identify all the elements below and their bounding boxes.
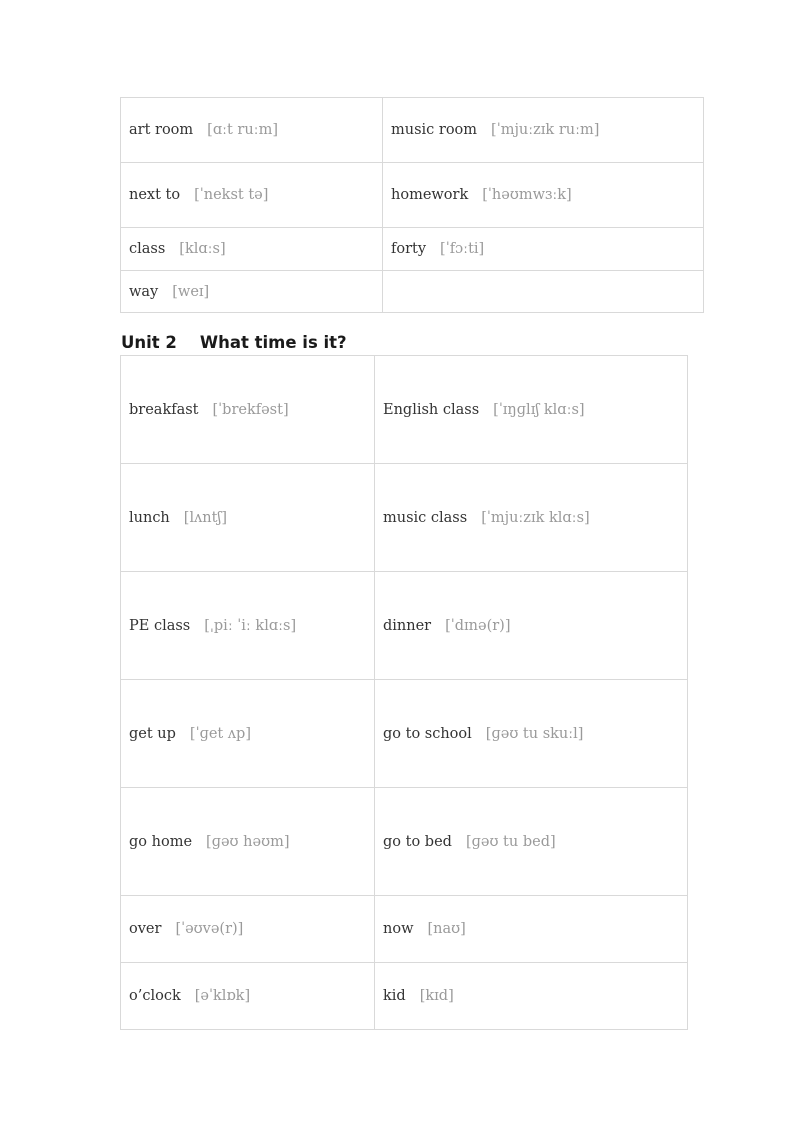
- vocab-word: get up: [129, 725, 176, 742]
- vocab-phonetic: [ɡəʊ tu bed]: [465, 833, 556, 850]
- vocab-phonetic: [weɪ]: [172, 283, 210, 300]
- vocab-phonetic: [ˈɪŋɡlɪʃ klɑːs]: [493, 401, 585, 418]
- table-row: [121, 464, 688, 572]
- vocab-word: English class: [383, 401, 480, 418]
- vocab-cell: [121, 680, 375, 788]
- vocab-phonetic: [ˈhəʊmwɜːk]: [482, 187, 572, 203]
- vocab-phonetic: [əˈklɒk]: [194, 988, 251, 1004]
- vocab-cell: [375, 572, 688, 680]
- vocab-phonetic: [ɑːt ruːm]: [207, 122, 278, 138]
- vocab-word: breakfast: [129, 401, 199, 418]
- table-row: [121, 963, 688, 1030]
- vocab-word: music room: [391, 122, 478, 138]
- vocabulary-table-unit1: [120, 97, 704, 313]
- vocab-word: now: [383, 921, 414, 937]
- empty-cell: [383, 271, 704, 313]
- vocab-phonetic: [ɡəʊ həʊm]: [206, 833, 290, 850]
- vocab-word: music class: [383, 509, 468, 526]
- vocab-phonetic: [ˈmjuːzɪk ruːm]: [491, 122, 600, 138]
- table-row: [121, 271, 704, 313]
- vocab-cell: [375, 464, 688, 572]
- table-row: [121, 788, 688, 896]
- vocab-word: art room: [129, 122, 194, 138]
- vocab-phonetic: [kɪd]: [419, 988, 454, 1004]
- vocab-word: class: [129, 241, 166, 257]
- vocab-word: lunch: [129, 509, 170, 526]
- vocab-cell: [121, 572, 375, 680]
- vocab-word: PE class: [129, 617, 191, 634]
- vocab-phonetic: [ɡəʊ tu skuːl]: [485, 725, 584, 742]
- unit-label: Unit 2: [121, 333, 177, 352]
- vocab-phonetic: [lʌntʃ]: [183, 509, 228, 526]
- vocab-cell: [121, 98, 383, 163]
- vocab-phonetic: [ˈbrekfəst]: [212, 401, 289, 418]
- vocab-cell: [383, 98, 704, 163]
- table-row: [121, 98, 704, 163]
- vocab-phonetic: [ˈfɔːti]: [440, 241, 485, 257]
- table-row: [121, 228, 704, 271]
- vocab-word: o’clock: [129, 988, 181, 1004]
- vocab-cell: [121, 163, 383, 228]
- vocab-phonetic: [ˈdɪnə(r)]: [445, 617, 511, 634]
- vocab-cell: [121, 963, 375, 1030]
- vocab-word: go home: [129, 833, 193, 850]
- vocab-word: dinner: [383, 617, 432, 634]
- vocab-word: go to school: [383, 725, 472, 742]
- vocab-cell: [375, 788, 688, 896]
- vocab-word: way: [129, 283, 159, 300]
- vocab-word: kid: [383, 988, 406, 1004]
- vocab-phonetic: [naʊ]: [427, 921, 466, 937]
- vocab-cell: [121, 788, 375, 896]
- vocab-phonetic: [ˈəʊvə(r)]: [175, 921, 244, 937]
- vocab-phonetic: [ˈɡet ʌp]: [189, 725, 251, 742]
- vocab-word: homework: [391, 187, 469, 203]
- vocabulary-table-unit2: [120, 355, 688, 1030]
- vocab-cell: [375, 963, 688, 1030]
- vocab-phonetic: [klɑːs]: [179, 241, 226, 257]
- table-row: [121, 896, 688, 963]
- table-row: [121, 572, 688, 680]
- vocab-cell: [121, 356, 375, 464]
- vocab-cell: [121, 228, 383, 271]
- table-row: [121, 680, 688, 788]
- vocab-word: over: [129, 921, 162, 937]
- table-row: [121, 163, 704, 228]
- vocab-phonetic: [ˈmjuːzɪk klɑːs]: [481, 509, 590, 526]
- table-row: [121, 356, 688, 464]
- vocab-cell: [121, 464, 375, 572]
- vocab-phonetic: [ˌpiː ˈiː klɑːs]: [204, 617, 297, 634]
- vocab-phonetic: [ˈnekst tə]: [194, 187, 269, 203]
- vocab-cell: [383, 228, 704, 271]
- unit-title: What time is it?: [199, 333, 347, 352]
- vocab-cell: [375, 896, 688, 963]
- vocab-cell: [375, 356, 688, 464]
- vocab-cell: [121, 271, 383, 313]
- vocab-word: forty: [391, 241, 427, 257]
- vocab-word: go to bed: [383, 833, 452, 850]
- vocab-cell: [121, 896, 375, 963]
- unit-heading: [121, 333, 347, 352]
- vocab-cell: [375, 680, 688, 788]
- vocab-cell: [383, 163, 704, 228]
- vocab-word: next to: [129, 187, 181, 203]
